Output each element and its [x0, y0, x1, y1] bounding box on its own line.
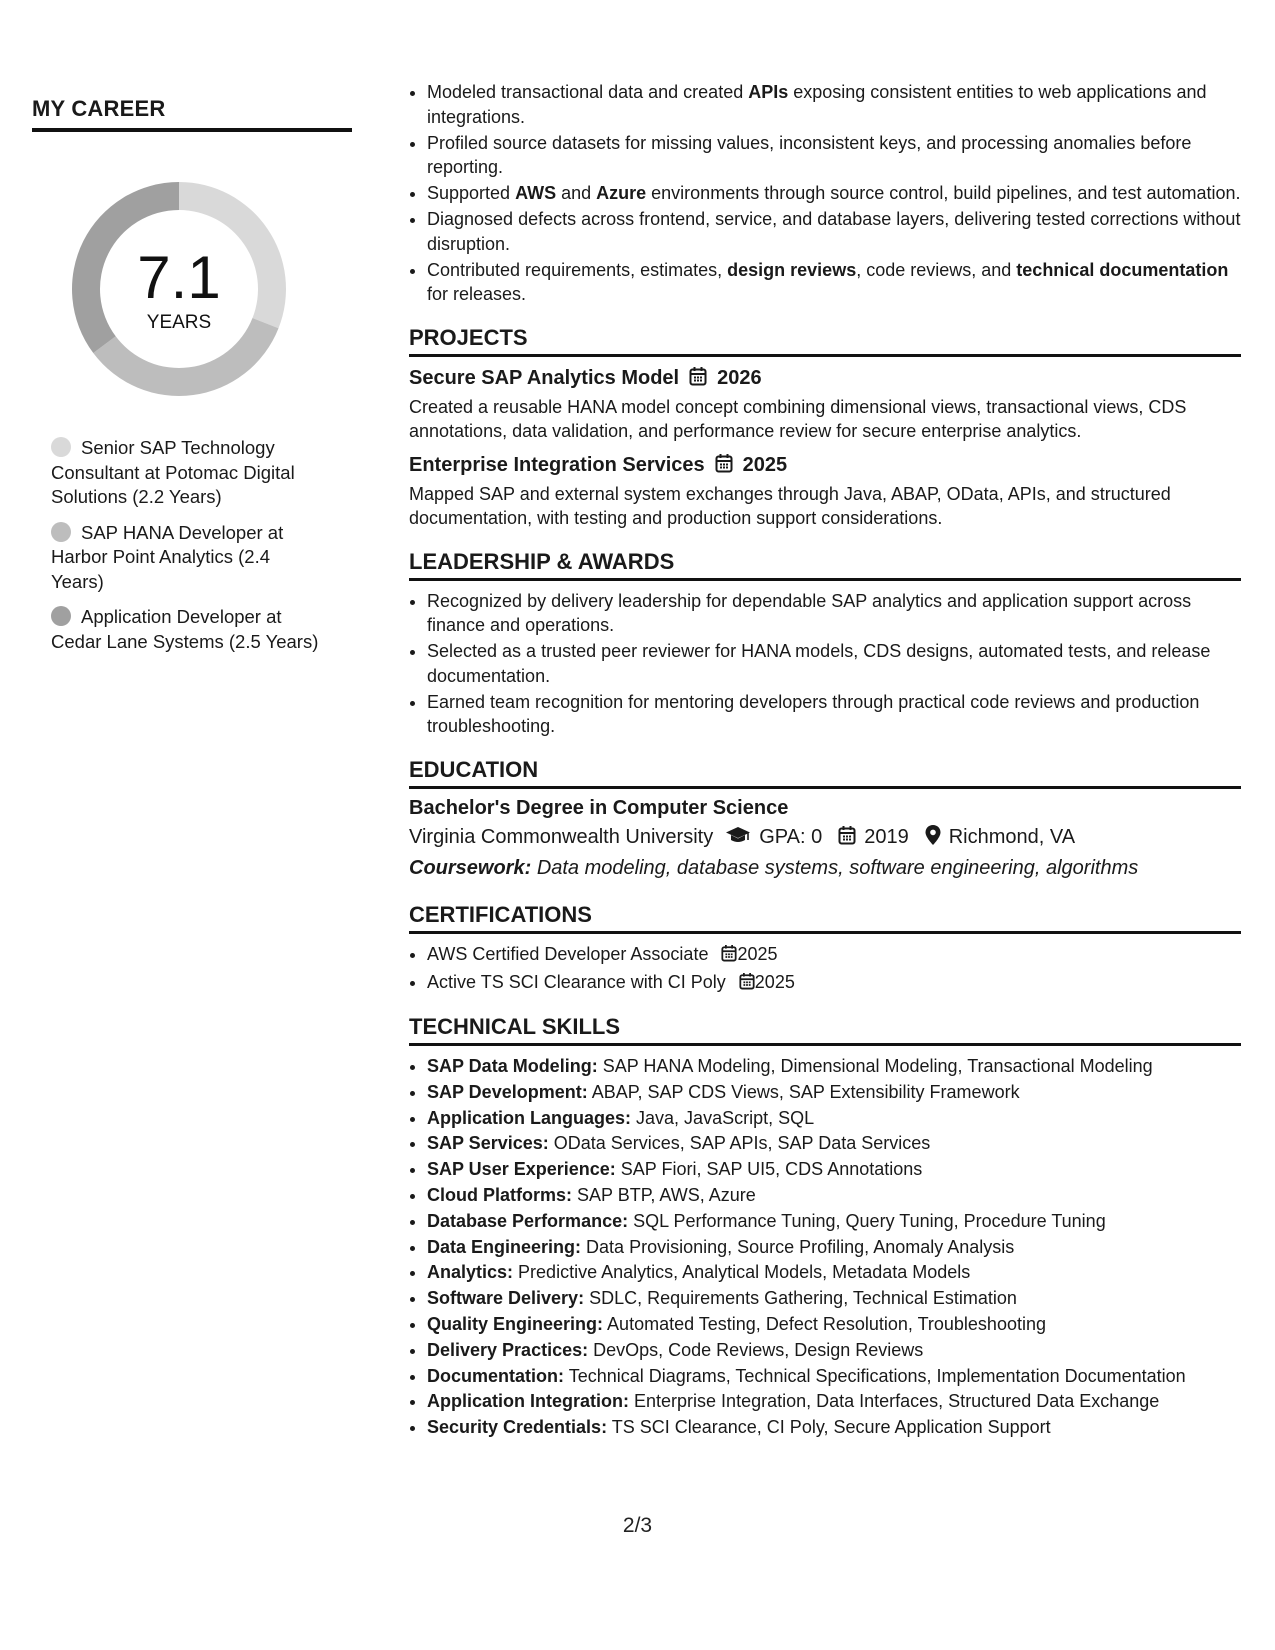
skill-item — [427, 1338, 1241, 1364]
calendar-icon — [715, 453, 733, 479]
calendar-icon — [721, 944, 737, 969]
skill-value: DevOps, Code Reviews, Design Reviews — [593, 1339, 924, 1360]
leadership-item: • Earned team recognition for mentoring developers through practical code reviews and production troubleshooting. — [427, 690, 1241, 739]
coursework-label: Coursework: — [409, 856, 532, 879]
legend-dot-icon — [51, 522, 71, 542]
skill-item — [427, 1131, 1241, 1157]
skill-label: SAP Services: — [427, 1133, 549, 1154]
skill-item — [427, 1286, 1241, 1312]
project-description: Created a reusable HANA model concept combining dimensional views, transactional views, CDS annotations, data validation, and performance review for secure enterprise analytics. — [409, 396, 1187, 441]
projects-heading: PROJECTS — [409, 325, 1241, 357]
skill-item — [427, 1209, 1241, 1235]
skill-label: SAP Development: — [427, 1081, 588, 1102]
graduation-year: 2019 — [864, 826, 909, 848]
skill-value: TS SCI Clearance, CI Poly, Secure Application Support — [611, 1417, 1051, 1438]
experience-bullets — [409, 80, 1241, 307]
coursework-value: Data modeling, database systems, software engineering, algorithms — [536, 856, 1139, 879]
calendar-icon — [739, 972, 755, 997]
skill-label: SAP Data Modeling: — [427, 1056, 598, 1076]
school-location: Richmond, VA — [948, 826, 1076, 848]
skill-item — [427, 1157, 1241, 1183]
project-name: Enterprise Integration Services — [409, 454, 705, 476]
skill-label: Software Delivery: — [427, 1288, 585, 1309]
skill-value: ABAP, SAP CDS Views, SAP Extensibility Framework — [591, 1081, 1020, 1102]
skill-value: Technical Diagrams, Technical Specifications, Implementation Documentation — [568, 1365, 1186, 1386]
education-heading: EDUCATION — [409, 757, 1241, 789]
skill-label: Quality Engineering: — [427, 1313, 604, 1334]
skill-value: SDLC, Requirements Gathering, Technical Estimation — [589, 1288, 1017, 1309]
experience-bullet: • Modeled transactional data and created APIs exposing consistent entities to web applications and integrations. — [427, 80, 1241, 129]
skill-label: Database Performance: — [427, 1210, 629, 1231]
legend-dot-icon — [51, 437, 71, 457]
coursework — [409, 857, 1241, 880]
project-year: 2025 — [742, 454, 788, 476]
skill-value: SQL Performance Tuning, Query Tuning, Procedure Tuning — [633, 1210, 1106, 1231]
skill-item — [427, 1235, 1241, 1261]
certifications-heading: CERTIFICATIONS — [409, 902, 1241, 934]
main-content — [409, 80, 1241, 1441]
leadership-list — [409, 589, 1241, 739]
career-legend — [32, 436, 352, 654]
certification-name: Active TS SCI Clearance with CI Poly — [427, 971, 726, 992]
skill-item — [427, 1080, 1241, 1106]
donut-center — [66, 176, 292, 402]
career-legend-item — [51, 436, 326, 510]
total-years-unit: YEARS — [146, 312, 212, 333]
skill-value: Data Provisioning, Source Profiling, Anomaly Analysis — [586, 1236, 1015, 1257]
skill-label: Cloud Platforms: — [427, 1184, 573, 1205]
career-sidebar — [32, 96, 352, 665]
experience-bullet: • Profiled source datasets for missing values, inconsistent keys, and processing anomalies before reporting. — [427, 131, 1241, 180]
skill-value: Predictive Analytics, Analytical Models, Metadata Models — [518, 1262, 971, 1283]
skill-value: Enterprise Integration, Data Interfaces, Structured Data Exchange — [634, 1391, 1160, 1412]
certification-item — [427, 942, 1241, 969]
project-item — [409, 453, 1241, 531]
career-donut-chart — [66, 176, 292, 402]
location-pin-icon — [925, 825, 941, 851]
gpa: GPA: 0 — [759, 826, 823, 848]
skill-item — [427, 1183, 1241, 1209]
certifications-list — [409, 942, 1241, 997]
skill-item — [427, 1312, 1241, 1338]
experience-bullet: • Supported AWS and Azure environments through source control, build pipelines, and test automation. — [427, 181, 1241, 206]
skill-label: Application Languages: — [427, 1107, 632, 1128]
degree-title: Bachelor's Degree in Computer Science — [409, 796, 789, 819]
skill-label: Application Integration: — [427, 1391, 629, 1412]
skill-value: OData Services, SAP APIs, SAP Data Services — [553, 1133, 931, 1154]
calendar-icon — [689, 366, 707, 392]
career-legend-label: SAP HANA Developer at Harbor Point Analytics (2.4 Years) — [51, 521, 284, 592]
education-details — [409, 825, 1241, 851]
career-legend-label: Senior SAP Technology Consultant at Potomac Digital Solutions (2.2 Years) — [51, 437, 295, 507]
skill-label: Documentation: — [427, 1365, 564, 1386]
skills-list — [409, 1054, 1241, 1441]
school-name: Virginia Commonwealth University — [409, 826, 714, 848]
certification-item — [427, 970, 1241, 997]
career-legend-item — [51, 521, 326, 595]
skill-label: Analytics: — [427, 1262, 514, 1283]
skill-value: Automated Testing, Defect Resolution, Troubleshooting — [607, 1313, 1046, 1334]
project-year: 2026 — [717, 367, 762, 389]
career-legend-item — [51, 605, 326, 654]
career-heading: MY CAREER — [32, 96, 352, 132]
experience-bullet: • Contributed requirements, estimates, design reviews, code reviews, and technical documentation for releases. — [427, 258, 1241, 307]
skill-item — [427, 1364, 1241, 1390]
project-item — [409, 366, 1241, 444]
calendar-icon — [838, 825, 856, 851]
legend-dot-icon — [51, 606, 71, 626]
certification-year: 2025 — [754, 971, 795, 992]
career-legend-label: Application Developer at Cedar Lane Systems (2.5 Years) — [51, 606, 319, 652]
skill-item — [427, 1415, 1241, 1441]
skill-label: SAP User Experience: — [427, 1159, 616, 1180]
graduation-cap-icon — [725, 826, 751, 850]
skill-item — [427, 1106, 1241, 1132]
skill-value: Java, JavaScript, SQL — [636, 1107, 815, 1128]
skill-value: SAP Fiori, SAP UI5, CDS Annotations — [620, 1159, 923, 1180]
leadership-item: • Recognized by delivery leadership for dependable SAP analytics and application support across finance and operations. — [427, 589, 1241, 638]
certification-name: AWS Certified Developer Associate — [427, 943, 709, 964]
skill-label: Delivery Practices: — [427, 1339, 589, 1360]
project-name: Secure SAP Analytics Model — [409, 367, 680, 389]
certification-year: 2025 — [737, 943, 778, 964]
skill-item — [427, 1054, 1241, 1080]
skill-label: Data Engineering: — [427, 1236, 582, 1257]
skills-heading: TECHNICAL SKILLS — [409, 1014, 1241, 1046]
page-number: 2/3 — [622, 1514, 653, 1537]
skill-value: SAP HANA Modeling, Dimensional Modeling, Transactional Modeling — [602, 1056, 1153, 1076]
skill-value: SAP BTP, AWS, Azure — [577, 1184, 756, 1205]
skill-label: Security Credentials: — [427, 1417, 608, 1438]
skill-item — [427, 1389, 1241, 1415]
total-years-value: 7.1 — [137, 244, 221, 311]
leadership-heading: LEADERSHIP & AWARDS — [409, 549, 1241, 581]
skill-item — [427, 1260, 1241, 1286]
leadership-item: • Selected as a trusted peer reviewer for HANA models, CDS designs, automated tests, and release documentation. — [427, 639, 1241, 688]
project-description: Mapped SAP and external system exchanges through Java, ABAP, OData, APIs, and structured documentation, with testing and production support considerations. — [409, 483, 1171, 528]
experience-bullet: • Diagnosed defects across frontend, service, and database layers, delivering tested corrections without disruption. — [427, 207, 1241, 256]
